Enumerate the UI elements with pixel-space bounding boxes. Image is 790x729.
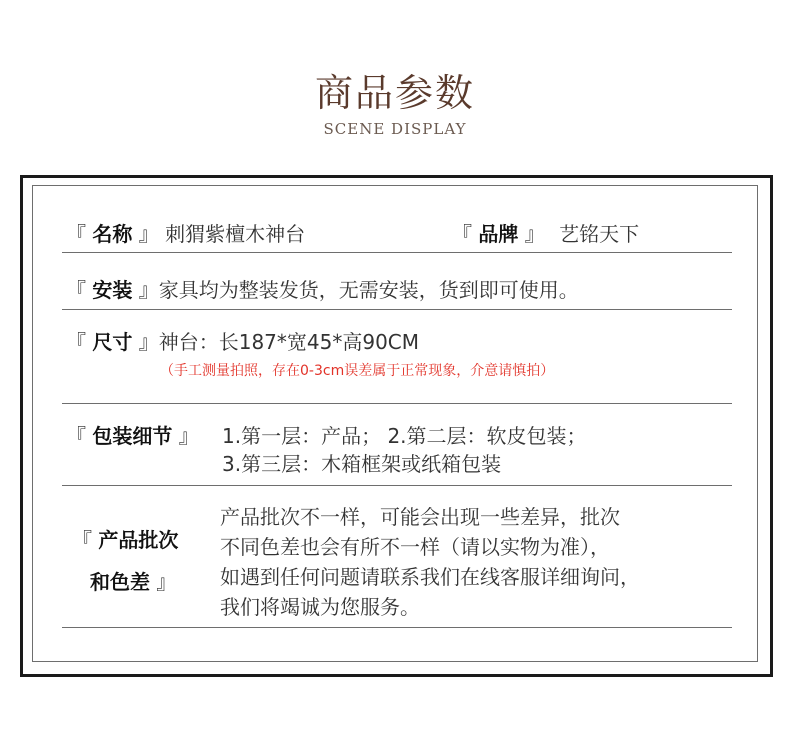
package-row: 『 包装细节 』 bbox=[66, 424, 199, 448]
divider bbox=[62, 627, 732, 628]
divider bbox=[62, 309, 732, 310]
diff-line: 如遇到任何问题请联系我们在线客服详细询问， bbox=[220, 565, 640, 589]
package-label: 包装细节 bbox=[92, 424, 173, 448]
divider bbox=[62, 403, 732, 404]
diff-line: 不同色差也会有所不一样（请以实物为准）， bbox=[220, 535, 610, 559]
install-row: 『 安装 』家具均为整装发货，无需安装，货到即可使用。 bbox=[66, 278, 579, 302]
diff-line: 产品批次不一样，可能会出现一些差异，批次 bbox=[220, 505, 620, 529]
diff-label-1: 产品批次 bbox=[98, 528, 179, 552]
name-row: 『 名称 』 刺猬紫檀木神台 bbox=[66, 222, 306, 246]
brand-row: 『 品牌 』 艺铭天下 bbox=[452, 222, 640, 246]
brand-label: 品牌 bbox=[478, 222, 519, 246]
size-row: 『 尺寸 』神台：长187*宽45*高90CM bbox=[66, 330, 420, 354]
install-value: 家具均为整装发货，无需安装，货到即可使用。 bbox=[158, 278, 579, 302]
diff-label-2: 和色差 bbox=[90, 570, 150, 594]
size-note: （手工测量拍照，存在0-3cm误差属于正常现象，介意请慎拍） bbox=[160, 363, 555, 379]
diff-paragraph bbox=[220, 502, 640, 622]
page-title: 商品参数 bbox=[314, 71, 475, 115]
name-value: 刺猬紫檀木神台 bbox=[165, 222, 306, 246]
diff-label-row-1: 『 产品批次 bbox=[72, 528, 179, 552]
diff-label-row-2: 和色差 』 bbox=[90, 570, 177, 594]
brand-value: 艺铭天下 bbox=[559, 222, 640, 246]
name-label: 名称 bbox=[92, 222, 133, 246]
size-value: 神台：长187*宽45*高90CM bbox=[158, 330, 420, 354]
diff-line: 我们将竭诚为您服务。 bbox=[220, 595, 420, 619]
package-line-2: 3.第三层：木箱框架或纸箱包装 bbox=[222, 452, 502, 476]
install-label: 安装 bbox=[92, 278, 133, 302]
package-line-1: 1.第一层：产品； 2.第二层：软皮包装； bbox=[222, 424, 587, 448]
size-label: 尺寸 bbox=[92, 330, 133, 354]
page-subtitle: SCENE DISPLAY bbox=[323, 120, 467, 138]
divider bbox=[62, 485, 732, 486]
divider bbox=[62, 252, 732, 253]
